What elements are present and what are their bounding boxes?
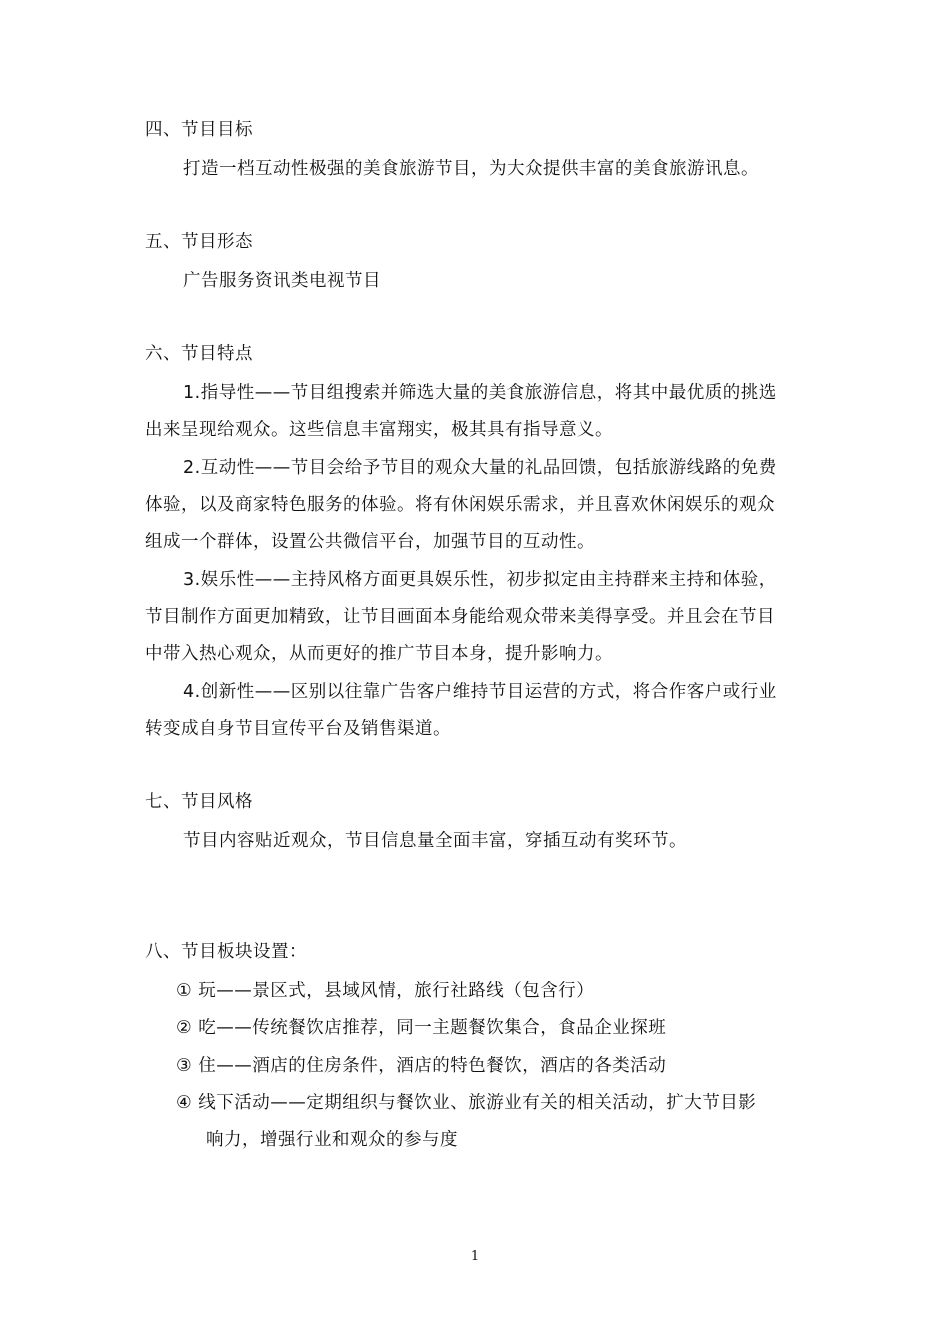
paragraph-line: 2.互动性——节目会给予节目的观众大量的礼品回馈，包括旅游线路的免费 — [183, 458, 777, 478]
paragraph-line: 1.指导性——节目组搜索并筛选大量的美食旅游信息，将其中最优质的挑选 — [183, 383, 777, 403]
list-item-continuation: 响力，增强行业和观众的参与度 — [206, 1130, 458, 1150]
section-heading-segments: 八、节目板块设置： — [145, 942, 307, 962]
paragraph-line: 出来呈现给观众。这些信息丰富翔实，极其具有指导意义。 — [145, 420, 613, 440]
section-heading-features: 六、节目特点 — [145, 344, 253, 364]
paragraph-line: 体验，以及商家特色服务的体验。将有休闲娱乐需求，并且喜欢休闲娱乐的观众 — [145, 495, 775, 515]
paragraph-line: 打造一档互动性极强的美食旅游节目，为大众提供丰富的美食旅游讯息。 — [183, 159, 759, 179]
section-heading-format: 五、节目形态 — [145, 232, 253, 252]
paragraph-line: 4.创新性——区别以往靠广告客户维持节目运营的方式，将合作客户或行业 — [183, 682, 777, 702]
paragraph-line: 3.娱乐性——主持风格方面更具娱乐性，初步拟定由主持群来主持和体验， — [183, 570, 777, 590]
list-item: ① 玩——景区式，县域风情，旅行社路线（包含行） — [176, 981, 595, 1001]
paragraph-line: 节目内容贴近观众，节目信息量全面丰富，穿插互动有奖环节。 — [183, 831, 687, 851]
page-number: 1 — [470, 1249, 480, 1264]
paragraph-line: 转变成自身节目宣传平台及销售渠道。 — [145, 719, 451, 739]
paragraph-line: 中带入热心观众，从而更好的推广节目本身，提升影响力。 — [145, 644, 613, 664]
list-item: ④ 线下活动——定期组织与餐饮业、旅游业有关的相关活动，扩大节目影 — [176, 1093, 757, 1113]
section-heading-goal: 四、节目目标 — [145, 120, 253, 140]
paragraph-line: 节目制作方面更加精致，让节目画面本身能给观众带来美得享受。并且会在节目 — [145, 607, 775, 627]
paragraph-line: 组成一个群体，设置公共微信平台，加强节目的互动性。 — [145, 532, 595, 552]
list-item: ② 吃——传统餐饮店推荐，同一主题餐饮集合，食品企业探班 — [176, 1018, 667, 1038]
list-item: ③ 住——酒店的住房条件，酒店的特色餐饮，酒店的各类活动 — [176, 1056, 667, 1076]
section-heading-style: 七、节目风格 — [145, 792, 253, 812]
paragraph-line: 广告服务资讯类电视节目 — [183, 271, 381, 291]
